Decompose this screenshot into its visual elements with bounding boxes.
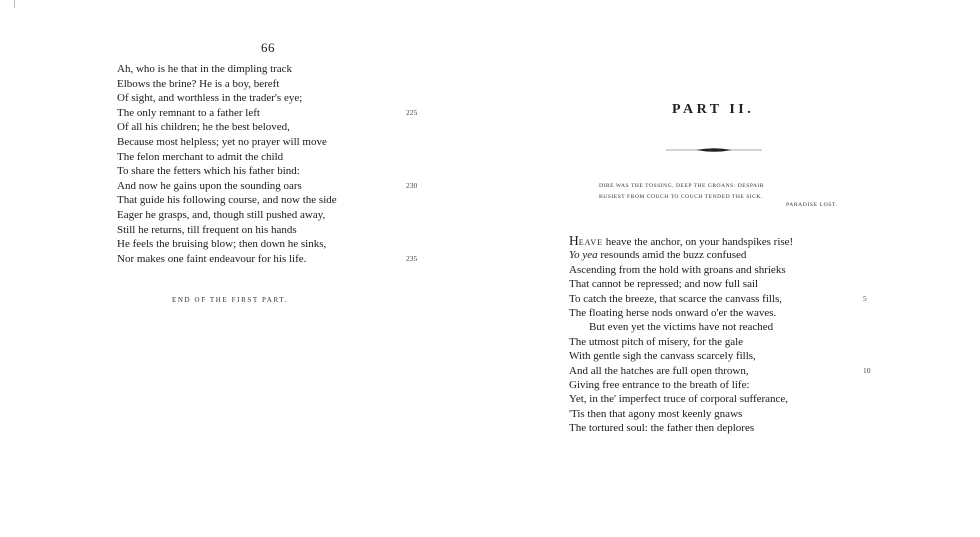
line-text: The utmost pitch of misery, for the gale	[569, 335, 744, 348]
part-title: PART II.	[672, 102, 755, 117]
poem-line	[117, 193, 447, 208]
poem-line	[569, 277, 899, 291]
line-text: Ascending from the hold with groans and shrieks	[569, 263, 786, 276]
poem-line	[569, 306, 899, 320]
line-text: Ah, who is he that in the dimpling track	[117, 63, 293, 75]
poem-line	[569, 292, 899, 306]
poem-line	[569, 248, 899, 262]
line-rest: resounds amid the buzz confused	[597, 249, 747, 262]
poem-line	[569, 421, 899, 435]
poem-line	[117, 179, 447, 194]
poem-line	[117, 208, 447, 223]
line-text: Nor makes one faint endeavour for his life.	[117, 252, 307, 265]
poem-line	[569, 364, 899, 378]
poem-line	[569, 335, 899, 349]
poem-line	[117, 223, 447, 238]
left-poem-lines	[117, 62, 447, 266]
line-text: And all the hatches are full open thrown,	[569, 364, 749, 377]
line-text: The only remnant to a father left	[117, 106, 260, 119]
epigraph-line: BUSIEST FROM COUCH TO COUCH TENDED THE SICK.	[599, 194, 763, 200]
line-text: Giving free entrance to the breath of life:	[569, 378, 750, 391]
poem-line	[569, 407, 899, 421]
line-text: That cannot be repressed; and now full sail	[569, 278, 759, 291]
line-text	[569, 249, 746, 261]
epigraph-line: DIRE WAS THE TOSSING, DEEP THE GROANS: DESPAIR	[599, 183, 765, 189]
line-text: The floating herse nods onward o'er the waves.	[569, 306, 777, 319]
line-text: Still he returns, till frequent on his hands	[117, 223, 297, 236]
epigraph	[599, 181, 849, 203]
poem-line	[569, 263, 899, 277]
poem-line	[117, 120, 447, 135]
line-text: Because most helpless; yet no prayer will move	[117, 135, 327, 148]
line-text: The felon merchant to admit the child	[117, 150, 284, 163]
line-text: To catch the breeze, that scarce the canvass fills,	[569, 292, 783, 305]
end-of-part-caption: END OF THE FIRST PART.	[172, 296, 289, 304]
line-text: That guide his following course, and now the side	[117, 194, 337, 207]
line-number: 5	[863, 293, 867, 303]
line-number: 10	[863, 365, 871, 375]
line-number: 230	[406, 180, 418, 190]
ornament-rule-icon	[666, 146, 762, 154]
line-text	[569, 233, 794, 248]
line-text: Yet, in the' imperfect truce of corporal sufferance,	[569, 393, 789, 406]
right-page	[490, 0, 980, 537]
poem-line	[117, 62, 447, 77]
poem-line	[569, 349, 899, 363]
poem-line	[117, 237, 447, 252]
line-text: Elbows the brine? He is a boy, bereft	[117, 77, 280, 90]
poem-line	[117, 252, 447, 267]
line-text: To share the fetters which his father bind:	[117, 165, 300, 178]
line-text: With gentle sigh the canvass scarcely fills,	[569, 350, 756, 363]
poem-line	[117, 77, 447, 92]
line-text: He feels the bruising blow; then down he sinks,	[117, 238, 327, 251]
line-text: Of all his children; he the best beloved,	[117, 121, 290, 134]
page-number: 66	[261, 40, 275, 55]
right-poem-lines	[569, 234, 899, 435]
drop-cap: H	[569, 233, 579, 248]
epigraph-source: PARADISE LOST.	[786, 202, 838, 208]
poem-line	[117, 135, 447, 150]
line-number: 235	[406, 253, 418, 263]
line-text: And now he gains upon the sounding oars	[117, 179, 302, 192]
poem-line	[569, 378, 899, 392]
poem-line	[117, 106, 447, 121]
line-rest: heave the anchor, on your handspikes rise!	[603, 236, 794, 248]
line-text: But even yet the victims have not reached	[589, 321, 774, 334]
line-text: Of sight, and worthless in the trader's eye;	[117, 92, 303, 105]
poem-line	[569, 234, 899, 248]
line-text: Eager he grasps, and, though still pushed away,	[117, 208, 326, 221]
poem-line	[569, 320, 899, 334]
poem-line	[117, 164, 447, 179]
small-caps-word: EAVE	[578, 238, 604, 247]
line-number: 225	[406, 107, 418, 117]
line-text: The tortured soul: the father then deplores	[569, 422, 755, 435]
poem-line	[569, 392, 899, 406]
italic-phrase: Yo yea	[569, 249, 598, 262]
poem-line	[117, 150, 447, 165]
line-text: 'Tis then that agony most keenly gnaws	[569, 407, 743, 420]
poem-line	[117, 91, 447, 106]
